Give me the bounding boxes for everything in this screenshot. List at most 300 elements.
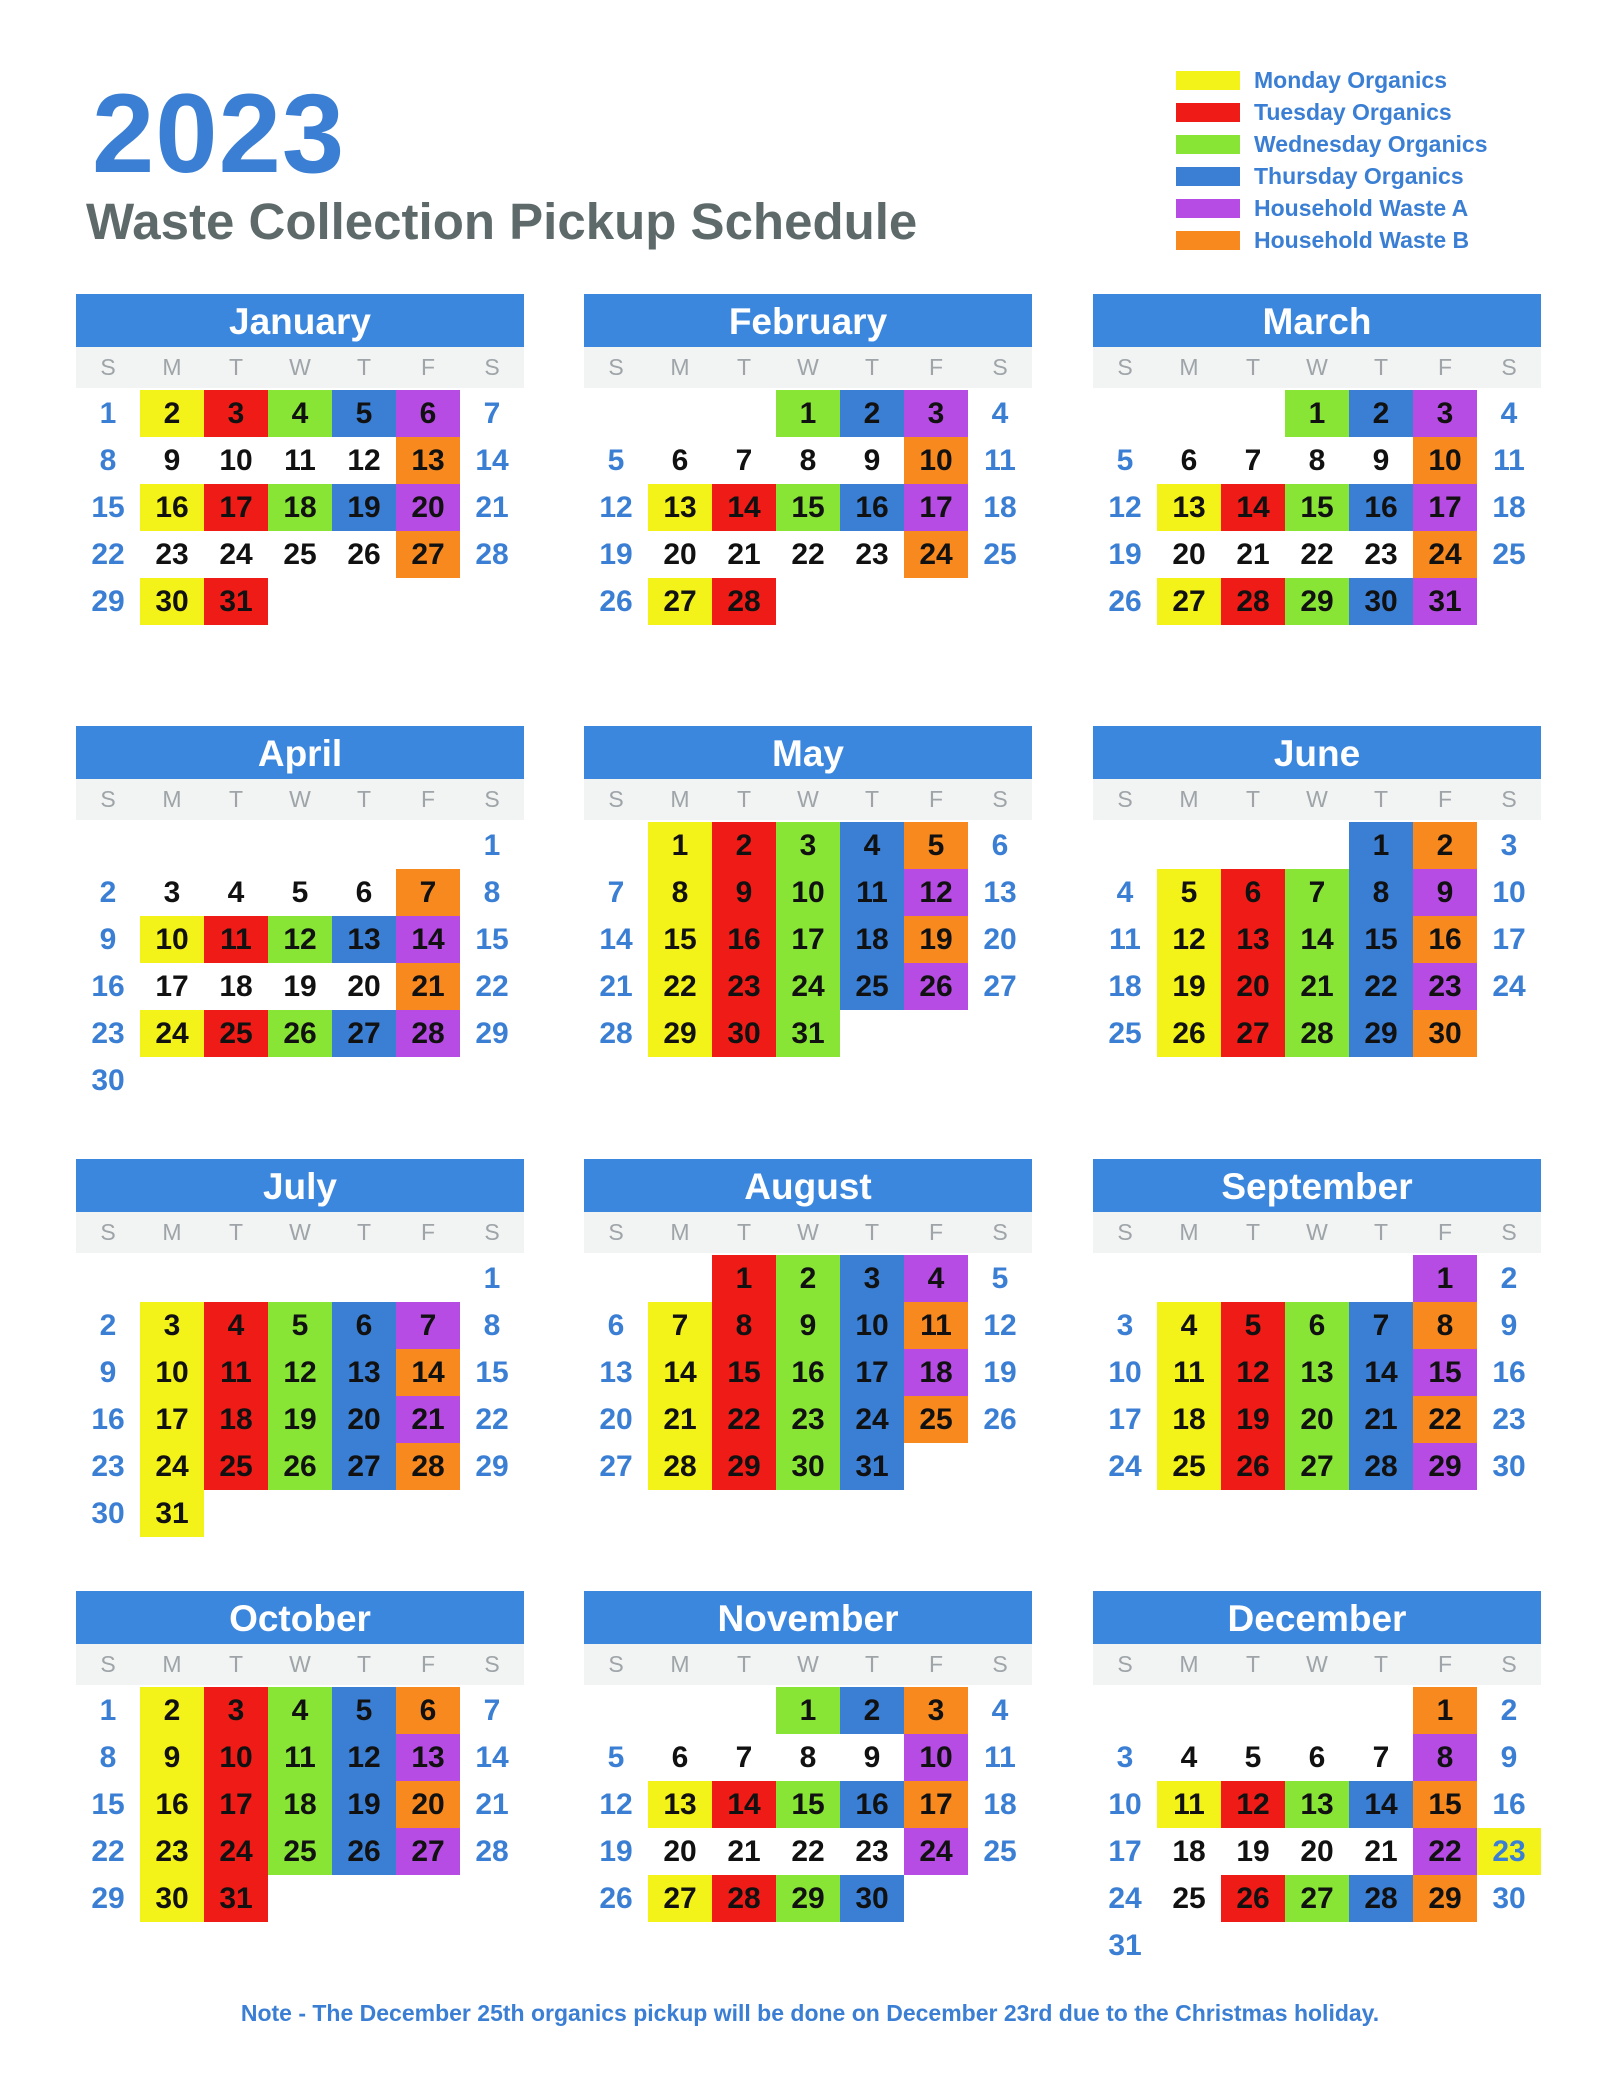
day-cell: 4 <box>991 1693 1009 1727</box>
day-cell: 21 <box>599 969 633 1003</box>
day-cell: 11 <box>268 1734 332 1781</box>
day-cell: 2 <box>712 822 776 869</box>
empty-cell <box>396 822 460 869</box>
empty-cell <box>1093 390 1157 437</box>
weekday-header-row <box>1093 779 1541 820</box>
day-cell: 31 <box>204 1875 268 1922</box>
day-cell: 14 <box>1221 484 1285 531</box>
weekday-label: F <box>1437 1651 1453 1677</box>
day-cell: 25 <box>1108 1016 1142 1050</box>
day-cell: 7 <box>735 443 753 477</box>
day-cell: 5 <box>332 1687 396 1734</box>
day-cell: 13 <box>983 875 1017 909</box>
day-grid <box>1093 1687 1541 1969</box>
weekday-header-row <box>584 1212 1032 1253</box>
day-cell: 2 <box>140 1687 204 1734</box>
day-cell: 5 <box>1244 1740 1262 1774</box>
day-cell: 7 <box>1285 869 1349 916</box>
day-cell: 30 <box>91 1496 125 1530</box>
day-cell: 6 <box>607 1308 625 1342</box>
empty-cell <box>712 390 776 437</box>
day-cell: 17 <box>204 484 268 531</box>
empty-cell <box>76 1255 140 1302</box>
day-cell: 15 <box>91 1787 125 1821</box>
weekday-label: T <box>736 1219 752 1245</box>
day-cell: 12 <box>983 1308 1017 1342</box>
weekday-label: W <box>797 1219 819 1245</box>
empty-cell <box>204 1255 268 1302</box>
empty-cell <box>1093 1687 1157 1734</box>
day-cell: 9 <box>1372 443 1390 477</box>
day-cell: 10 <box>840 1302 904 1349</box>
day-cell: 19 <box>1157 963 1221 1010</box>
day-cell: 27 <box>1157 578 1221 625</box>
day-cell: 5 <box>268 1302 332 1349</box>
weekday-label: T <box>228 1219 244 1245</box>
day-cell: 6 <box>1180 443 1198 477</box>
day-grid <box>76 390 524 625</box>
day-cell: 13 <box>332 916 396 963</box>
weekday-label: S <box>992 354 1008 380</box>
day-cell: 3 <box>776 822 840 869</box>
day-cell: 21 <box>727 1834 761 1868</box>
day-cell: 22 <box>791 1834 825 1868</box>
legend-swatch <box>1176 103 1240 122</box>
day-cell: 2 <box>140 390 204 437</box>
day-cell: 21 <box>648 1396 712 1443</box>
day-cell: 13 <box>1285 1781 1349 1828</box>
day-cell: 13 <box>396 1734 460 1781</box>
day-cell: 12 <box>1221 1781 1285 1828</box>
day-cell: 5 <box>291 875 309 909</box>
day-cell: 17 <box>140 1396 204 1443</box>
day-cell: 28 <box>1285 1010 1349 1057</box>
day-cell: 4 <box>1116 875 1134 909</box>
day-cell: 14 <box>1285 916 1349 963</box>
weekday-label: S <box>1501 786 1517 812</box>
day-cell: 18 <box>1157 1396 1221 1443</box>
day-cell: 7 <box>1372 1740 1390 1774</box>
day-cell: 18 <box>983 490 1017 524</box>
day-cell: 23 <box>140 1828 204 1875</box>
day-cell: 1 <box>712 1255 776 1302</box>
weekday-label: W <box>289 354 311 380</box>
weekday-label: F <box>420 786 436 812</box>
legend-item-tue <box>1176 96 1488 128</box>
weekday-label: T <box>356 1651 372 1677</box>
day-cell: 19 <box>1236 1834 1270 1868</box>
day-cell: 18 <box>268 484 332 531</box>
weekday-label: S <box>484 786 500 812</box>
weekday-label: M <box>162 1219 182 1245</box>
month-title: December <box>1093 1591 1541 1644</box>
day-cell: 22 <box>475 969 509 1003</box>
month-title: May <box>584 726 1032 779</box>
day-cell: 19 <box>599 537 633 571</box>
legend-item-thu <box>1176 160 1488 192</box>
day-grid <box>584 822 1032 1057</box>
day-grid <box>1093 1255 1541 1490</box>
empty-cell <box>1157 1255 1221 1302</box>
day-cell: 3 <box>204 390 268 437</box>
day-cell: 11 <box>1109 922 1141 956</box>
day-cell: 23 <box>712 963 776 1010</box>
day-cell: 8 <box>648 869 712 916</box>
day-cell: 3 <box>140 1302 204 1349</box>
day-cell: 15 <box>712 1349 776 1396</box>
weekday-label: T <box>1245 1651 1261 1677</box>
day-cell: 1 <box>776 390 840 437</box>
day-cell: 15 <box>776 484 840 531</box>
legend-swatch <box>1176 167 1240 186</box>
day-cell: 7 <box>1244 443 1262 477</box>
day-cell: 28 <box>599 1016 633 1050</box>
day-cell: 28 <box>712 1875 776 1922</box>
day-cell: 14 <box>396 1349 460 1396</box>
weekday-label: S <box>992 1219 1008 1245</box>
day-cell: 25 <box>1492 537 1526 571</box>
empty-cell <box>712 1687 776 1734</box>
day-cell: 25 <box>1157 1443 1221 1490</box>
day-cell: 23 <box>776 1396 840 1443</box>
legend-label: Thursday Organics <box>1254 162 1464 189</box>
day-cell: 8 <box>799 1740 817 1774</box>
month-june <box>1093 726 1541 1057</box>
day-cell: 4 <box>840 822 904 869</box>
day-cell: 24 <box>776 963 840 1010</box>
day-cell: 10 <box>1108 1787 1142 1821</box>
day-cell: 27 <box>648 1875 712 1922</box>
weekday-label: M <box>162 1651 182 1677</box>
day-cell: 23 <box>1477 1828 1541 1875</box>
day-cell: 8 <box>483 875 501 909</box>
day-cell: 29 <box>91 1881 125 1915</box>
day-cell: 26 <box>347 537 381 571</box>
legend-label: Household Waste A <box>1254 194 1469 221</box>
day-cell: 5 <box>607 443 625 477</box>
day-grid <box>584 1687 1032 1922</box>
day-cell: 18 <box>904 1349 968 1396</box>
day-cell: 30 <box>1349 578 1413 625</box>
month-title: October <box>76 1591 524 1644</box>
day-cell: 1 <box>99 1693 117 1727</box>
day-cell: 25 <box>204 1010 268 1057</box>
day-cell: 30 <box>1492 1449 1526 1483</box>
day-cell: 6 <box>332 1302 396 1349</box>
weekday-label: S <box>1117 1651 1133 1677</box>
day-cell: 6 <box>1221 869 1285 916</box>
day-cell: 17 <box>1492 922 1526 956</box>
empty-cell <box>332 822 396 869</box>
weekday-label: M <box>162 786 182 812</box>
day-cell: 26 <box>599 584 633 618</box>
day-cell: 3 <box>1116 1308 1134 1342</box>
day-cell: 19 <box>283 969 317 1003</box>
day-cell: 4 <box>1180 1740 1198 1774</box>
day-cell: 4 <box>1157 1302 1221 1349</box>
day-cell: 3 <box>904 390 968 437</box>
day-cell: 25 <box>1172 1881 1206 1915</box>
day-cell: 23 <box>155 537 189 571</box>
day-cell: 18 <box>1492 490 1526 524</box>
day-cell: 3 <box>1413 390 1477 437</box>
day-cell: 11 <box>984 1740 1016 1774</box>
weekday-header-row <box>584 347 1032 388</box>
day-cell: 19 <box>332 484 396 531</box>
empty-cell <box>1093 1255 1157 1302</box>
day-cell: 21 <box>1364 1834 1398 1868</box>
day-cell: 8 <box>1349 869 1413 916</box>
month-title: January <box>76 294 524 347</box>
day-cell: 12 <box>1157 916 1221 963</box>
day-cell: 13 <box>1221 916 1285 963</box>
day-cell: 20 <box>1285 1396 1349 1443</box>
day-cell: 20 <box>1221 963 1285 1010</box>
day-cell: 16 <box>91 1402 125 1436</box>
day-cell: 11 <box>1493 443 1525 477</box>
weekday-label: W <box>1306 1651 1328 1677</box>
day-cell: 27 <box>1285 1443 1349 1490</box>
weekday-header-row <box>76 347 524 388</box>
empty-cell <box>648 390 712 437</box>
weekday-label: M <box>1179 1651 1199 1677</box>
month-may <box>584 726 1032 1057</box>
day-cell: 12 <box>347 443 381 477</box>
day-cell: 1 <box>1413 1255 1477 1302</box>
day-cell: 20 <box>1172 537 1206 571</box>
day-cell: 26 <box>599 1881 633 1915</box>
day-cell: 19 <box>332 1781 396 1828</box>
day-cell: 19 <box>599 1834 633 1868</box>
weekday-label: T <box>864 1219 880 1245</box>
weekday-label: W <box>1306 1219 1328 1245</box>
day-cell: 29 <box>1413 1443 1477 1490</box>
day-cell: 18 <box>204 1396 268 1443</box>
day-cell: 1 <box>483 1261 501 1295</box>
day-cell: 21 <box>396 963 460 1010</box>
day-cell: 27 <box>396 531 460 578</box>
weekday-label: T <box>864 1651 880 1677</box>
weekday-label: F <box>420 1219 436 1245</box>
day-cell: 11 <box>840 869 904 916</box>
day-cell: 20 <box>599 1402 633 1436</box>
day-cell: 17 <box>1108 1834 1142 1868</box>
day-cell: 28 <box>396 1010 460 1057</box>
day-cell: 7 <box>396 869 460 916</box>
day-cell: 16 <box>140 484 204 531</box>
day-cell: 30 <box>840 1875 904 1922</box>
day-cell: 28 <box>712 578 776 625</box>
weekday-label: S <box>992 786 1008 812</box>
day-cell: 14 <box>712 1781 776 1828</box>
day-cell: 3 <box>1116 1740 1134 1774</box>
day-cell: 16 <box>1492 1787 1526 1821</box>
day-cell: 24 <box>219 537 253 571</box>
day-cell: 15 <box>1413 1781 1477 1828</box>
day-cell: 14 <box>475 1740 509 1774</box>
day-cell: 15 <box>475 922 509 956</box>
weekday-label: F <box>1437 786 1453 812</box>
day-cell: 9 <box>163 443 181 477</box>
day-cell: 10 <box>1108 1355 1142 1389</box>
day-cell: 30 <box>91 1063 125 1097</box>
day-cell: 26 <box>1221 1875 1285 1922</box>
weekday-header-row <box>76 779 524 820</box>
day-cell: 4 <box>991 396 1009 430</box>
day-cell: 24 <box>904 1828 968 1875</box>
day-cell: 22 <box>791 537 825 571</box>
day-grid <box>584 390 1032 625</box>
day-cell: 8 <box>1413 1302 1477 1349</box>
day-cell: 24 <box>840 1396 904 1443</box>
day-cell: 27 <box>599 1449 633 1483</box>
weekday-label: T <box>356 1219 372 1245</box>
empty-cell <box>204 822 268 869</box>
page-subtitle: Waste Collection Pickup Schedule <box>86 193 918 250</box>
empty-cell <box>1221 390 1285 437</box>
legend-label: Monday Organics <box>1254 66 1447 93</box>
day-cell: 29 <box>648 1010 712 1057</box>
day-cell: 17 <box>840 1349 904 1396</box>
day-cell: 25 <box>283 537 317 571</box>
day-cell: 12 <box>1108 490 1142 524</box>
day-cell: 9 <box>863 443 881 477</box>
weekday-label: T <box>736 354 752 380</box>
weekday-label: S <box>1117 354 1133 380</box>
weekday-label: M <box>670 786 690 812</box>
legend-item-mon <box>1176 64 1488 96</box>
month-october <box>76 1591 524 1922</box>
weekday-label: F <box>928 1219 944 1245</box>
day-cell: 16 <box>1492 1355 1526 1389</box>
day-cell: 17 <box>904 484 968 531</box>
day-cell: 25 <box>204 1443 268 1490</box>
empty-cell <box>1285 1255 1349 1302</box>
day-cell: 12 <box>1221 1349 1285 1396</box>
day-cell: 28 <box>475 537 509 571</box>
day-cell: 22 <box>91 537 125 571</box>
weekday-label: T <box>864 786 880 812</box>
day-cell: 5 <box>1157 869 1221 916</box>
legend-item-wed <box>1176 128 1488 160</box>
day-cell: 9 <box>1500 1308 1518 1342</box>
weekday-label: T <box>228 354 244 380</box>
day-cell: 4 <box>904 1255 968 1302</box>
day-cell: 17 <box>904 1781 968 1828</box>
day-cell: 8 <box>1308 443 1326 477</box>
month-april <box>76 726 524 1104</box>
day-cell: 6 <box>355 875 373 909</box>
day-cell: 24 <box>1108 1449 1142 1483</box>
empty-cell <box>584 390 648 437</box>
weekday-label: F <box>928 354 944 380</box>
weekday-label: S <box>484 354 500 380</box>
month-march <box>1093 294 1541 625</box>
weekday-label: T <box>736 786 752 812</box>
weekday-label: S <box>1117 1219 1133 1245</box>
legend-label: Wednesday Organics <box>1254 130 1488 157</box>
day-grid <box>76 1687 524 1922</box>
day-cell: 8 <box>712 1302 776 1349</box>
day-cell: 14 <box>1349 1781 1413 1828</box>
weekday-label: W <box>1306 786 1328 812</box>
empty-cell <box>396 1255 460 1302</box>
day-cell: 14 <box>712 484 776 531</box>
day-cell: 17 <box>1108 1402 1142 1436</box>
weekday-header-row <box>76 1212 524 1253</box>
day-cell: 5 <box>332 390 396 437</box>
day-grid <box>76 822 524 1104</box>
day-cell: 10 <box>140 1349 204 1396</box>
day-cell: 10 <box>1413 437 1477 484</box>
month-title: August <box>584 1159 1032 1212</box>
month-february <box>584 294 1032 625</box>
weekday-label: F <box>928 786 944 812</box>
day-cell: 8 <box>1413 1734 1477 1781</box>
empty-cell <box>1093 822 1157 869</box>
weekday-label: S <box>992 1651 1008 1677</box>
month-title: September <box>1093 1159 1541 1212</box>
day-grid <box>1093 822 1541 1057</box>
day-cell: 18 <box>268 1781 332 1828</box>
day-cell: 22 <box>91 1834 125 1868</box>
weekday-label: S <box>608 354 624 380</box>
day-cell: 15 <box>1349 916 1413 963</box>
weekday-label: S <box>484 1651 500 1677</box>
day-cell: 15 <box>1413 1349 1477 1396</box>
day-cell: 21 <box>396 1396 460 1443</box>
weekday-label: S <box>100 1651 116 1677</box>
day-cell: 17 <box>1413 484 1477 531</box>
day-cell: 30 <box>1492 1881 1526 1915</box>
day-cell: 2 <box>776 1255 840 1302</box>
day-cell: 24 <box>1108 1881 1142 1915</box>
weekday-label: M <box>670 1651 690 1677</box>
weekday-label: M <box>162 354 182 380</box>
day-cell: 2 <box>1500 1261 1518 1295</box>
weekday-label: S <box>100 786 116 812</box>
weekday-label: M <box>670 354 690 380</box>
day-cell: 30 <box>712 1010 776 1057</box>
day-cell: 26 <box>1157 1010 1221 1057</box>
day-cell: 2 <box>840 1687 904 1734</box>
day-cell: 22 <box>1300 537 1334 571</box>
day-cell: 5 <box>991 1261 1009 1295</box>
day-cell: 14 <box>648 1349 712 1396</box>
day-cell: 20 <box>663 537 697 571</box>
empty-cell <box>1157 822 1221 869</box>
weekday-label: M <box>1179 354 1199 380</box>
day-cell: 31 <box>1108 1928 1142 1962</box>
day-cell: 24 <box>904 531 968 578</box>
day-cell: 10 <box>204 1734 268 1781</box>
weekday-label: S <box>608 1219 624 1245</box>
weekday-label: S <box>1501 1651 1517 1677</box>
weekday-label: T <box>1373 1651 1389 1677</box>
day-cell: 20 <box>347 969 381 1003</box>
weekday-label: S <box>100 1219 116 1245</box>
day-cell: 25 <box>840 963 904 1010</box>
empty-cell <box>268 822 332 869</box>
day-cell: 11 <box>284 443 316 477</box>
day-cell: 7 <box>483 1693 501 1727</box>
day-cell: 23 <box>855 1834 889 1868</box>
day-cell: 22 <box>475 1402 509 1436</box>
day-cell: 28 <box>648 1443 712 1490</box>
weekday-label: F <box>1437 1219 1453 1245</box>
day-cell: 29 <box>776 1875 840 1922</box>
day-cell: 16 <box>840 484 904 531</box>
